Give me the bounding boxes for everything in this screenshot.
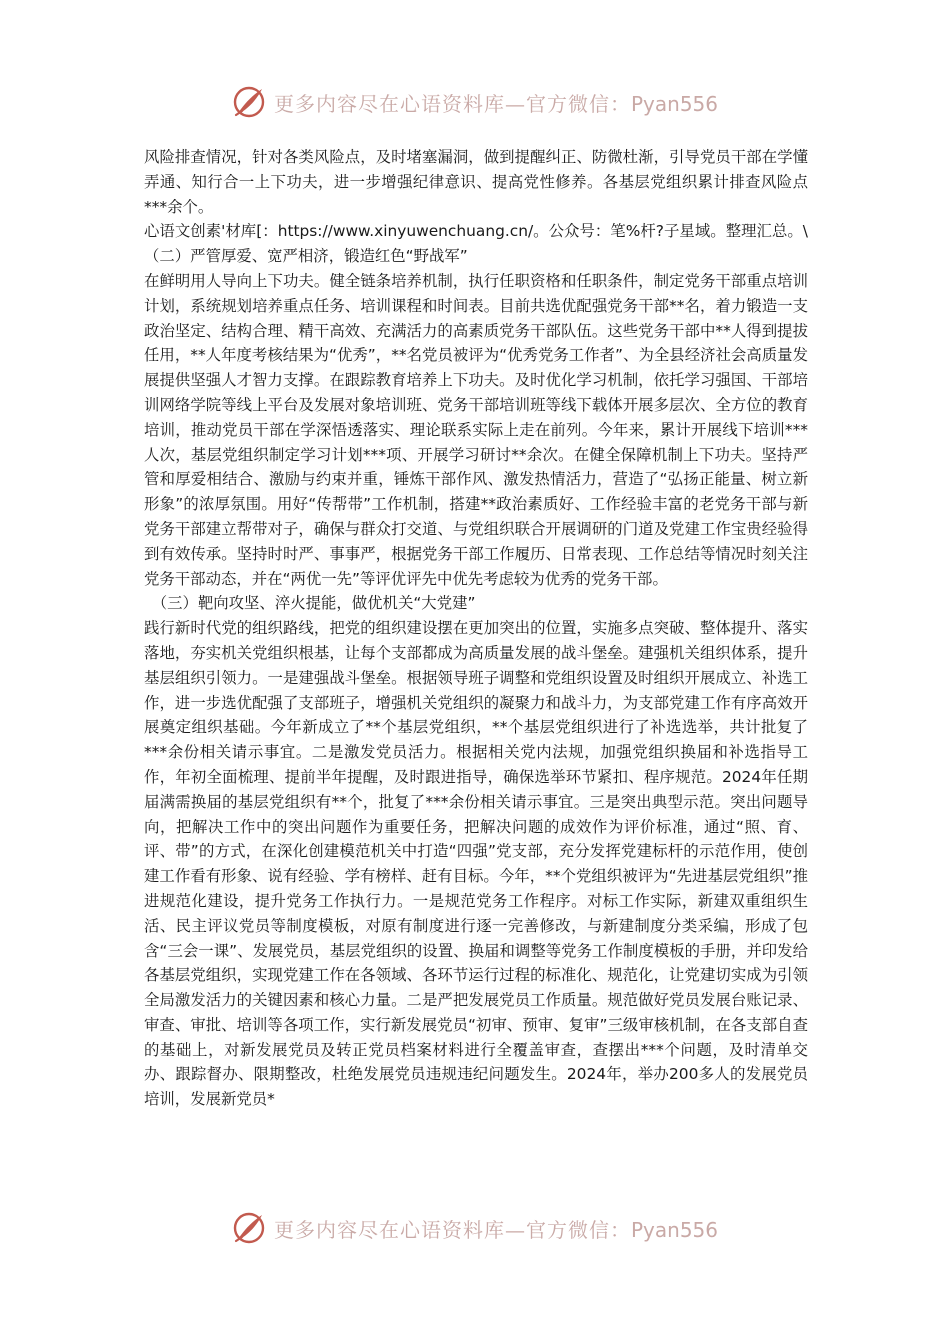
paragraph-3: 在鲜明用人导向上下功夫。健全链条培养机制，执行任职资格和任职条件，制定党务干部重点培训计划，系统规划培养重点任务、培训课程和时间表。目前共选优配强党务干部**名，着力锻造一支政治坚定、结构合理、精干高效、充满活力的高素质党务干部队伍。这些党务干部中**人得到提拔任用，**人年度考核结果为“优秀”，**名党员被评为“优秀党务工作者”、为全县经济社会高质量发展提供坚强人才智力支撑。在跟踪教育培养上下功夫。及时优化学习机制，依托学习强国、干部培训网络学院等线上平台及发展对象培训班、党务干部培训班等线下载体开展多层次、全方位的教育培训，推动党员干部在学深悟透落实、理论联系实际上走在前列。今年来，累计开展线下培训***人次，基层党组织制定学习计划***项、开展学习研讨**余次。在健全保障机制上下功夫。坚持严管和厚爱相结合、激励与约束并重，锤炼干部作风、激发热情活力，营造了“弘扬正能量、树立新形象”的浓厚氛围。用好“传帮带”工作机制，搭建**政治素质好、工作经验丰富的老党务干部与新党务干部建立帮带对子，确保与群众打交道、与党组织联合开展调研的门道及党建工作宝贵经验得到有效传承。坚持时时严、事事严，根据党务干部工作履历、日常表现、工作总结等情况时刻关注党务干部动态，并在“两优一先”等评优评先中优先考虑较为优秀的党务干部。 [144, 271, 808, 588]
footer-banner [0, 1208, 950, 1248]
header-banner-text [274, 88, 718, 117]
quill-seal-icon [232, 1211, 266, 1245]
section-heading-3: （三）靶向攻坚、淬火提能，做优机关“大党建” [151, 594, 476, 613]
footer-banner-handle: Pyan556 [630, 1217, 718, 1242]
paragraph-1: 风险排查情况，针对各类风险点，及时堵塞漏洞，做到提醒纠正、防微杜渐，引导党员干部在学懂弄通、知行合一上下功夫，进一步增强纪律意识、提高党性修养。各基层党组织累计排查风险点***余个。 [144, 148, 808, 216]
paragraph-2: 心语文创素'材库[：https://www.xinyuwenchuang.cn/。公众号：笔%杆?子星域。整理汇总。\（二）严管厚爱、宽严相济，锻造红色“野战军” [144, 222, 808, 266]
header-banner [0, 82, 950, 122]
footer-banner-text [274, 1214, 718, 1243]
footer-banner-label: 更多内容尽在心语资料库—官方微信： [273, 1217, 631, 1242]
document-body [144, 145, 808, 1112]
paragraph-5: 践行新时代党的组织路线，把党的组织建设摆在更加突出的位置，实施多点突破、整体提升、落实落地，夯实机关党组织根基，让每个支部都成为高质量发展的战斗堡垒。建强机关组织体系，提升基层组织引领力。一是建强战斗堡垒。根据领导班子调整和党组织设置及时组织开展成立、补选工作，进一步选优配强了支部班子，增强机关党组织的凝聚力和战斗力，为支部党建工作有序高效开展奠定组织基础。今年新成立了**个基层党组织，**个基层党组织进行了补选选举，共计批复了***余份相关请示事宜。二是激发党员活力。根据相关党内法规，加强党组织换届和补选指导工作，年初全面梳理、提前半年提醒，及时跟进指导，确保选举环节紧扣、程序规范。2024年任期届满需换届的基层党组织有**个，批复了***余份相关请示事宜。三是突出典型示范。突出问题导向，把解决工作中的突出问题作为重要任务，把解决问题的成效作为评价标准，通过“照、育、评、带”的方式，在深化创建模范机关中打造“四强”党支部，充分发挥党建标杆的示范作用，使创建工作看有形象、说有经验、学有榜样、赶有目标。今年，**个党组织被评为“先进基层党组织”推进规范化建设，提升党务工作执行力。一是规范党务工作程序。对标工作实际，新建双重组织生活、民主评议党员等制度模板，对原有制度进行逐一完善修改，与新建制度分类采编，形成了包含“三会一课”、发展党员，基层党组织的设置、换届和调整等党务工作制度模板的手册，并印发给各基层党组织，实现党建工作在各领域、各环节运行过程的标准化、规范化，让党建切实成为引领全局激发活力的关键因素和核心力量。二是严把发展党员工作质量。规范做好党员发展台账记录、审查、审批、培训等各项工作，实行新发展党员“初审、预审、复审”三级审核机制，在各支部自查的基础上，对新发展党员及转正党员档案材料进行全覆盖审查，查摆出***个问题，及时清单交办、跟踪督办、限期整改，杜绝发展党员违规违纪问题发生。2024年，举办200多人的发展党员培训，发展新党员* [144, 619, 808, 1109]
header-banner-label: 更多内容尽在心语资料库—官方微信： [273, 91, 631, 116]
quill-seal-icon [232, 85, 266, 119]
header-banner-handle: Pyan556 [630, 91, 718, 116]
